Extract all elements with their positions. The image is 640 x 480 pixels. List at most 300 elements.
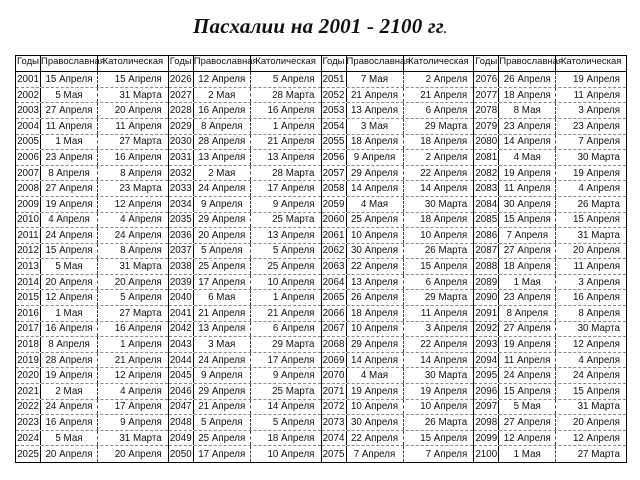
year-cell: 2081 [474, 150, 499, 165]
orthodox-date-cell: 2 Мая [41, 384, 98, 399]
catholic-date-cell: 17 Апреля [114, 401, 162, 413]
catholic-date-cell: 26 Марта [424, 417, 468, 429]
orthodox-date-cell: 7 Апреля [499, 228, 556, 243]
catholic-date-cell: 6 Апреля [272, 323, 315, 335]
orthodox-date-cell: 6 Мая [194, 290, 251, 305]
table-header-row [474, 56, 626, 72]
table-row [322, 119, 474, 135]
orthodox-date-cell: 2 Мая [194, 166, 251, 181]
table-header-row [169, 56, 321, 72]
table-row [16, 259, 168, 275]
orthodox-date-cell: 7 Апреля [347, 446, 404, 462]
year-cell: 2059 [322, 197, 347, 212]
catholic-date-cell: 31 Марта [577, 401, 620, 413]
catholic-date-cell: 18 Апреля [420, 136, 468, 148]
title-dot: . [443, 22, 448, 36]
year-cell: 2039 [169, 275, 194, 290]
orthodox-date-cell: 21 Апреля [347, 88, 404, 103]
catholic-date-cell: 3 Апреля [578, 276, 620, 288]
orthodox-date-cell: 16 Апреля [41, 322, 98, 337]
catholic-date-cell: 1 Апреля [272, 292, 315, 304]
orthodox-date-cell: 4 Мая [347, 368, 404, 383]
year-cell: 2072 [322, 400, 347, 415]
orthodox-date-cell: 13 Апреля [347, 103, 404, 118]
table-row [322, 181, 474, 197]
catholic-date-cell: 15 Апреля [572, 385, 620, 397]
orthodox-date-cell: 25 Апреля [347, 213, 404, 228]
catholic-date-cell: 8 Апреля [578, 307, 620, 319]
orthodox-date-cell: 10 Апреля [347, 322, 404, 337]
catholic-date-cell: 12 Апреля [114, 198, 162, 210]
orthodox-date-cell: 1 Мая [499, 275, 556, 290]
table-row [474, 290, 626, 306]
year-cell: 2019 [16, 353, 41, 368]
year-cell: 2006 [16, 150, 41, 165]
table-row [169, 368, 321, 384]
table-row [474, 431, 626, 447]
year-cell: 2048 [169, 415, 194, 430]
year-cell: 2044 [169, 353, 194, 368]
orthodox-date-cell: 14 Апреля [347, 181, 404, 196]
year-cell: 2013 [16, 259, 41, 274]
orthodox-date-cell: 24 Апреля [194, 353, 251, 368]
orthodox-date-cell: 27 Апреля [41, 103, 98, 118]
catholic-date-cell: 25 Марта [272, 214, 315, 226]
catholic-date-cell: 27 Марта [577, 448, 620, 460]
table-row [322, 368, 474, 384]
header-orthodox: Православная [499, 56, 556, 71]
orthodox-date-cell: 19 Апреля [41, 197, 98, 212]
orthodox-date-cell: 24 Апреля [41, 400, 98, 415]
catholic-date-cell: 18 Апреля [267, 432, 315, 444]
year-cell: 2017 [16, 322, 41, 337]
catholic-date-cell: 21 Апреля [114, 354, 162, 366]
page-title [0, 14, 640, 39]
table-row [169, 197, 321, 213]
catholic-date-cell: 24 Апреля [572, 370, 620, 382]
catholic-date-cell: 4 Апреля [578, 183, 620, 195]
orthodox-date-cell: 27 Апреля [41, 181, 98, 196]
table-row [322, 72, 474, 88]
catholic-date-cell: 1 Апреля [272, 120, 315, 132]
orthodox-date-cell: 11 Апреля [499, 181, 556, 196]
orthodox-date-cell: 27 Апреля [499, 415, 556, 430]
orthodox-date-cell: 8 Мая [499, 103, 556, 118]
orthodox-date-cell: 19 Апреля [41, 368, 98, 383]
table-row [16, 290, 168, 306]
year-cell: 2011 [16, 228, 41, 243]
year-cell: 2066 [322, 306, 347, 321]
orthodox-date-cell: 5 Апреля [194, 415, 251, 430]
catholic-date-cell: 2 Апреля [425, 151, 468, 163]
table-block [16, 56, 169, 462]
table-row [474, 337, 626, 353]
year-cell: 2020 [16, 368, 41, 383]
orthodox-date-cell: 28 Апреля [41, 353, 98, 368]
orthodox-date-cell: 27 Апреля [499, 244, 556, 259]
table-row [16, 306, 168, 322]
catholic-date-cell: 3 Апреля [578, 105, 620, 117]
table-row [169, 446, 321, 462]
year-cell: 2030 [169, 135, 194, 150]
orthodox-date-cell: 8 Апреля [41, 337, 98, 352]
year-cell: 2016 [16, 306, 41, 321]
year-cell: 2074 [322, 431, 347, 446]
table-row [16, 353, 168, 369]
year-cell: 2035 [169, 213, 194, 228]
catholic-date-cell: 12 Апреля [572, 432, 620, 444]
catholic-date-cell: 4 Апреля [120, 214, 162, 226]
table-row [322, 306, 474, 322]
table-row [169, 431, 321, 447]
orthodox-date-cell: 26 Апреля [499, 72, 556, 87]
table-row [322, 103, 474, 119]
catholic-date-cell: 9 Апреля [120, 417, 162, 429]
table-row [169, 306, 321, 322]
table-row [169, 244, 321, 260]
catholic-date-cell: 1 Апреля [120, 339, 162, 351]
orthodox-date-cell: 25 Апреля [194, 431, 251, 446]
orthodox-date-cell: 5 Мая [41, 259, 98, 274]
orthodox-date-cell: 13 Апреля [347, 275, 404, 290]
catholic-date-cell: 6 Апреля [425, 276, 468, 288]
catholic-date-cell: 10 Апреля [267, 276, 315, 288]
table-row [16, 88, 168, 104]
catholic-date-cell: 14 Апреля [267, 401, 315, 413]
title-text: Пасхалии на 2001 - 2100 гг [192, 14, 444, 38]
catholic-date-cell: 31 Марта [577, 229, 620, 241]
catholic-date-cell: 30 Марта [577, 151, 620, 163]
orthodox-date-cell: 26 Апреля [347, 290, 404, 305]
table-row [16, 166, 168, 182]
orthodox-date-cell: 25 Апреля [194, 259, 251, 274]
table-row [474, 400, 626, 416]
year-cell: 2007 [16, 166, 41, 181]
table-row [16, 400, 168, 416]
orthodox-date-cell: 17 Апреля [194, 446, 251, 462]
year-cell: 2051 [322, 72, 347, 87]
table-row [169, 337, 321, 353]
header-catholic: Католическая [408, 56, 469, 67]
year-cell: 2008 [16, 181, 41, 196]
orthodox-date-cell: 13 Апреля [194, 150, 251, 165]
year-cell: 2058 [322, 181, 347, 196]
catholic-date-cell: 31 Марта [119, 89, 162, 101]
orthodox-date-cell: 19 Апреля [499, 337, 556, 352]
table-row [474, 322, 626, 338]
year-cell: 2085 [474, 213, 499, 228]
year-cell: 2091 [474, 306, 499, 321]
catholic-date-cell: 17 Апреля [267, 354, 315, 366]
table-row [322, 415, 474, 431]
year-cell: 2070 [322, 368, 347, 383]
year-cell: 2063 [322, 259, 347, 274]
table-row [169, 166, 321, 182]
catholic-date-cell: 5 Апреля [272, 73, 315, 85]
catholic-date-cell: 15 Апреля [420, 432, 468, 444]
year-cell: 2090 [474, 290, 499, 305]
year-cell: 2042 [169, 322, 194, 337]
catholic-date-cell: 23 Марта [119, 183, 162, 195]
table-row [16, 244, 168, 260]
table-row [322, 431, 474, 447]
orthodox-date-cell: 12 Апреля [194, 72, 251, 87]
table-row [169, 88, 321, 104]
catholic-date-cell: 12 Апреля [572, 339, 620, 351]
year-cell: 2097 [474, 400, 499, 415]
year-cell: 2099 [474, 431, 499, 446]
table-row [16, 103, 168, 119]
orthodox-date-cell: 19 Апреля [499, 166, 556, 181]
catholic-date-cell: 24 Апреля [114, 229, 162, 241]
orthodox-date-cell: 19 Апреля [347, 384, 404, 399]
table-block [322, 56, 475, 462]
orthodox-date-cell: 9 Апреля [194, 368, 251, 383]
year-cell: 2023 [16, 415, 41, 430]
year-cell: 2027 [169, 88, 194, 103]
catholic-date-cell: 21 Апреля [267, 307, 315, 319]
year-cell: 2052 [322, 88, 347, 103]
orthodox-date-cell: 8 Апреля [41, 166, 98, 181]
catholic-date-cell: 14 Апреля [420, 354, 468, 366]
year-cell: 2061 [322, 228, 347, 243]
orthodox-date-cell: 1 Мая [499, 446, 556, 462]
year-cell: 2064 [322, 275, 347, 290]
table-row [474, 103, 626, 119]
table-row [169, 228, 321, 244]
catholic-date-cell: 27 Марта [119, 136, 162, 148]
easter-dates-table [15, 55, 627, 463]
year-cell: 2049 [169, 431, 194, 446]
orthodox-date-cell: 12 Апреля [499, 431, 556, 446]
catholic-date-cell: 11 Апреля [420, 307, 468, 319]
table-row [474, 166, 626, 182]
catholic-date-cell: 31 Марта [119, 261, 162, 273]
catholic-date-cell: 14 Апреля [420, 183, 468, 195]
orthodox-date-cell: 15 Апреля [41, 244, 98, 259]
table-row [474, 353, 626, 369]
catholic-date-cell: 6 Апреля [425, 105, 468, 117]
year-cell: 2022 [16, 400, 41, 415]
table-header-row [322, 56, 474, 72]
orthodox-date-cell: 29 Апреля [347, 337, 404, 352]
table-row [322, 88, 474, 104]
catholic-date-cell: 26 Марта [577, 198, 620, 210]
orthodox-date-cell: 29 Апреля [194, 213, 251, 228]
catholic-date-cell: 25 Марта [272, 385, 315, 397]
orthodox-date-cell: 17 Апреля [194, 275, 251, 290]
table-row [322, 337, 474, 353]
year-cell: 2080 [474, 135, 499, 150]
table-row [474, 446, 626, 462]
orthodox-date-cell: 14 Апреля [499, 135, 556, 150]
table-row [474, 275, 626, 291]
orthodox-date-cell: 18 Апреля [499, 88, 556, 103]
year-cell: 2009 [16, 197, 41, 212]
table-row [16, 181, 168, 197]
year-cell: 2077 [474, 88, 499, 103]
year-cell: 2012 [16, 244, 41, 259]
year-cell: 2025 [16, 446, 41, 462]
table-row [474, 72, 626, 88]
table-row [16, 415, 168, 431]
table-row [474, 88, 626, 104]
orthodox-date-cell: 20 Апреля [41, 275, 98, 290]
orthodox-date-cell: 23 Апреля [499, 290, 556, 305]
table-row [322, 275, 474, 291]
orthodox-date-cell: 4 Мая [499, 150, 556, 165]
year-cell: 2086 [474, 228, 499, 243]
catholic-date-cell: 23 Апреля [572, 120, 620, 132]
table-row [169, 135, 321, 151]
year-cell: 2002 [16, 88, 41, 103]
year-cell: 2092 [474, 322, 499, 337]
catholic-date-cell: 8 Апреля [120, 245, 162, 257]
header-year: Годы [474, 56, 499, 71]
table-row [169, 103, 321, 119]
catholic-date-cell: 19 Апреля [420, 385, 468, 397]
orthodox-date-cell: 21 Апреля [194, 400, 251, 415]
orthodox-date-cell: 9 Апреля [347, 150, 404, 165]
catholic-date-cell: 25 Апреля [267, 261, 315, 273]
catholic-date-cell: 29 Марта [272, 339, 315, 351]
year-cell: 2032 [169, 166, 194, 181]
orthodox-date-cell: 3 Мая [347, 119, 404, 134]
catholic-date-cell: 9 Апреля [272, 198, 315, 210]
year-cell: 2084 [474, 197, 499, 212]
year-cell: 2024 [16, 431, 41, 446]
orthodox-date-cell: 20 Апреля [194, 228, 251, 243]
year-cell: 2038 [169, 259, 194, 274]
catholic-date-cell: 12 Апреля [114, 370, 162, 382]
header-orthodox: Православная [347, 56, 404, 71]
catholic-date-cell: 16 Апреля [114, 323, 162, 335]
orthodox-date-cell: 18 Апреля [499, 259, 556, 274]
table-row [474, 368, 626, 384]
year-cell: 2034 [169, 197, 194, 212]
year-cell: 2053 [322, 103, 347, 118]
catholic-date-cell: 20 Апреля [114, 276, 162, 288]
catholic-date-cell: 27 Марта [119, 307, 162, 319]
orthodox-date-cell: 14 Апреля [347, 353, 404, 368]
table-row [169, 384, 321, 400]
catholic-date-cell: 21 Апреля [267, 136, 315, 148]
year-cell: 2079 [474, 119, 499, 134]
year-cell: 2076 [474, 72, 499, 87]
year-cell: 2093 [474, 337, 499, 352]
orthodox-date-cell: 22 Апреля [347, 259, 404, 274]
table-row [16, 119, 168, 135]
catholic-date-cell: 19 Апреля [572, 167, 620, 179]
orthodox-date-cell: 11 Апреля [499, 353, 556, 368]
orthodox-date-cell: 11 Апреля [41, 119, 98, 134]
orthodox-date-cell: 18 Апреля [347, 135, 404, 150]
header-catholic: Католическая [255, 56, 316, 67]
catholic-date-cell: 31 Марта [119, 432, 162, 444]
year-cell: 2036 [169, 228, 194, 243]
catholic-date-cell: 10 Апреля [420, 401, 468, 413]
catholic-date-cell: 15 Апреля [572, 214, 620, 226]
year-cell: 2021 [16, 384, 41, 399]
header-year: Годы [322, 56, 347, 71]
table-row [474, 119, 626, 135]
orthodox-date-cell: 1 Мая [41, 306, 98, 321]
table-row [16, 228, 168, 244]
catholic-date-cell: 11 Апреля [573, 89, 620, 101]
table-row [169, 72, 321, 88]
table-row [16, 384, 168, 400]
table-row [16, 446, 168, 462]
orthodox-date-cell: 29 Апреля [347, 166, 404, 181]
table-row [322, 400, 474, 416]
table-row [322, 446, 474, 462]
header-catholic: Католическая [560, 56, 622, 67]
orthodox-date-cell: 5 Апреля [194, 244, 251, 259]
table-row [169, 119, 321, 135]
catholic-date-cell: 5 Апреля [272, 417, 315, 429]
year-cell: 2069 [322, 353, 347, 368]
orthodox-date-cell: 5 Мая [41, 431, 98, 446]
year-cell: 2001 [16, 72, 41, 87]
orthodox-date-cell: 23 Апреля [41, 150, 98, 165]
year-cell: 2060 [322, 213, 347, 228]
catholic-date-cell: 7 Апреля [578, 136, 620, 148]
table-row [169, 415, 321, 431]
year-cell: 2043 [169, 337, 194, 352]
header-year: Годы [169, 56, 194, 71]
table-row [16, 431, 168, 447]
orthodox-date-cell: 15 Апреля [499, 384, 556, 399]
year-cell: 2031 [169, 150, 194, 165]
table-row [322, 166, 474, 182]
orthodox-date-cell: 27 Апреля [499, 322, 556, 337]
header-year: Годы [16, 56, 41, 71]
year-cell: 2047 [169, 400, 194, 415]
year-cell: 2056 [322, 150, 347, 165]
table-row [322, 259, 474, 275]
header-orthodox: Православная [41, 56, 98, 71]
orthodox-date-cell: 10 Апреля [347, 228, 404, 243]
table-row [474, 228, 626, 244]
year-cell: 2096 [474, 384, 499, 399]
table-row [169, 150, 321, 166]
year-cell: 2054 [322, 119, 347, 134]
year-cell: 2087 [474, 244, 499, 259]
orthodox-date-cell: 28 Апреля [194, 135, 251, 150]
year-cell: 2028 [169, 103, 194, 118]
table-row [474, 244, 626, 260]
year-cell: 2071 [322, 384, 347, 399]
table-row [322, 213, 474, 229]
orthodox-date-cell: 21 Апреля [194, 306, 251, 321]
table-row [322, 322, 474, 338]
table-row [16, 368, 168, 384]
orthodox-date-cell: 12 Апреля [41, 290, 98, 305]
table-row [474, 213, 626, 229]
catholic-date-cell: 20 Апреля [114, 105, 162, 117]
table-row [16, 337, 168, 353]
catholic-date-cell: 20 Апреля [572, 417, 620, 429]
orthodox-date-cell: 20 Апреля [41, 446, 98, 462]
table-row [322, 197, 474, 213]
catholic-date-cell: 29 Марта [424, 292, 468, 304]
year-cell: 2041 [169, 306, 194, 321]
table-row [474, 181, 626, 197]
orthodox-date-cell: 9 Апреля [194, 197, 251, 212]
table-row [16, 213, 168, 229]
year-cell: 2073 [322, 415, 347, 430]
table-row [16, 135, 168, 151]
